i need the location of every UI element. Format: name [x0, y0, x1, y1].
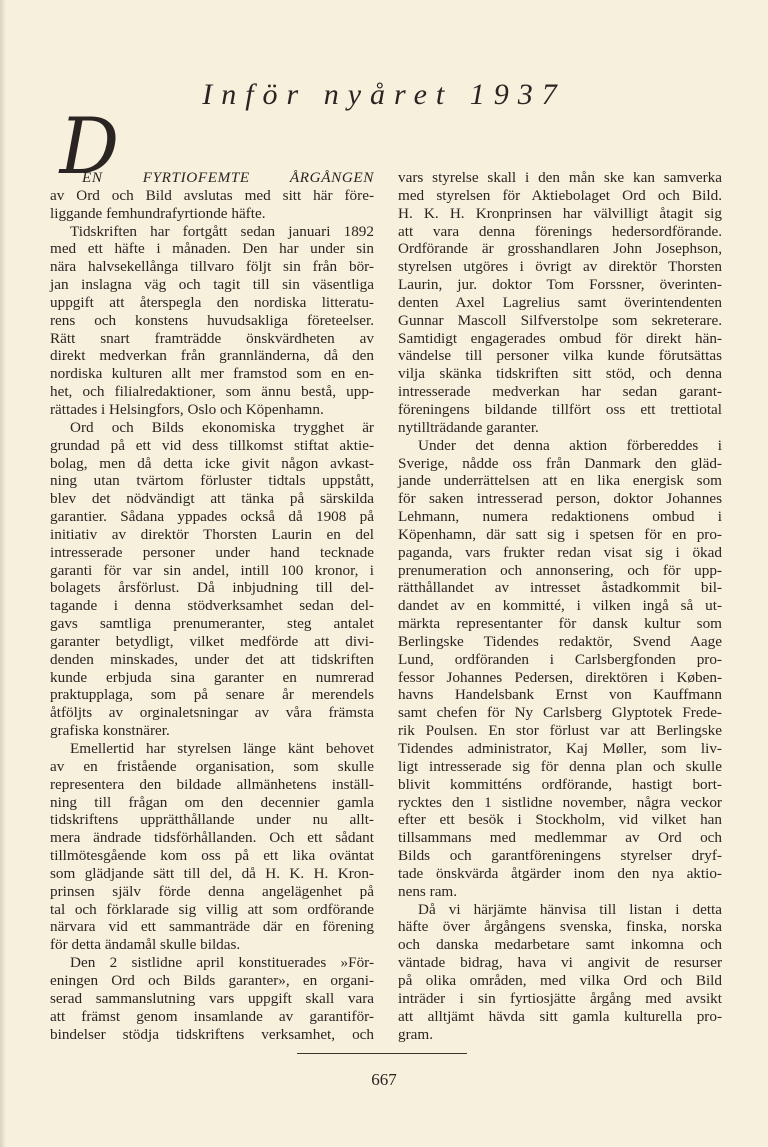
text-line: för detta ändamål skulle bildas.	[50, 936, 241, 954]
text-line: Berlingske Tidendes redaktör, Svend Aage	[398, 632, 722, 650]
text-line: vars styrelse skall i den mån ske kan samverka	[398, 169, 722, 186]
text-line: uppgift att återspegla den nordiska litteratu-	[50, 293, 374, 311]
text-line: av Ord och Bild avslutas med sitt här före-	[50, 186, 374, 204]
text-line: Samtidigt engagerades ombud för direkt hän-	[398, 329, 722, 347]
text-line: att alltjämt hävda sitt gamla kulturella pro-	[398, 1007, 722, 1025]
text-line: vändelse till personer vilka kunde förutsättas	[398, 347, 722, 365]
text-line: med ett häfte i månaden. Den har under sin	[50, 240, 374, 258]
text-line: garanter betydligt, vilket medförde att divi-	[50, 632, 374, 650]
text-line: tal och förklarade sig villig att som ordförande	[50, 900, 374, 918]
text-line: nordiska kulturen allt mer framstod som en en-	[50, 365, 374, 383]
drop-cap: D	[59, 102, 119, 192]
text-line: rycktes den 1 sistlidne november, några veckor	[398, 793, 722, 811]
text-line: nytillträdande garanter.	[398, 418, 539, 436]
text-line: dandet av en kommitté, i vilken ingå så ut-	[398, 597, 722, 615]
text-line: rättades i Helsingfors, Oslo och Köpenhamn.	[50, 400, 324, 418]
text-line: ning till frågan om den decennier gamla	[50, 793, 374, 811]
text-line: Tidskriften har fortgått sedan januari 1892	[70, 222, 374, 240]
text-line: väntade bidrag, hava vi angivit de resurser	[398, 954, 722, 972]
text-line: bolag, men då detta icke givit någon avkast-	[50, 454, 374, 472]
page-edge-shadow	[0, 0, 6, 1147]
text-line: intresserade medverkan har sedan garant-	[398, 383, 722, 401]
text-line: Den 2 sistlidne april konstituerades »För-	[70, 954, 374, 972]
text-line: ning utan tvärtom förluster tidtals uppstått,	[50, 472, 374, 490]
text-line: rik Poulsen. En stor förlust var att Berlingske	[398, 722, 722, 740]
text-line: häfte över årgångens svenska, finska, norska	[398, 918, 722, 936]
text-line: Då vi härjämte hänvisa till listan i detta	[418, 900, 722, 918]
text-line: med styrelsen för Aktiebolaget Ord och Bild.	[398, 186, 722, 204]
text-line: denden minskades, under det att tidskriften	[50, 650, 374, 668]
text-line: initiativ av direktör Thorsten Laurin en del	[50, 525, 374, 543]
text-line: representera den bildade allmänhetens inställ-	[50, 775, 374, 793]
right-column	[398, 169, 722, 1043]
text-line: ligt intresserade sig för denna plan och skulle	[398, 757, 722, 775]
text-line: gram.	[398, 1025, 434, 1043]
left-column	[50, 169, 374, 1043]
text-line: prinsen själv förde denna angelägenhet på	[50, 882, 374, 900]
text-line: Rätt snart framträdde önskvärdheten av	[50, 329, 374, 347]
text-line: närvara vid ett sammanträde där en förening	[50, 918, 374, 936]
text-line: föreningens bildande tillfört oss ett trettiotal	[398, 400, 722, 418]
text-line: rens och konstens huvudsakliga företeelser.	[50, 311, 374, 329]
text-line: samt chefen för Ny Carlsberg Glyptotek Frede-	[398, 704, 722, 722]
text-line: och danska medarbetare samt inkomna och	[398, 936, 722, 954]
text-line: blev det nödvändigt att tänka på särskilda	[50, 490, 374, 508]
text-line: efter ett besök i Stockholm, vid vilket han	[398, 811, 722, 829]
text-line: serad sammanslutning vars uppgift skall vara	[50, 989, 374, 1007]
text-line: som glädjande sätt till del, då H. K. H. Kron-	[50, 864, 374, 882]
text-line: tidskriftens upprätthållande under nu allt-	[50, 811, 374, 829]
text-line: praktupplaga, som på senare år merendels	[50, 686, 374, 704]
text-line: jande underrättelsen att en lika energisk som	[398, 472, 722, 490]
text-line: nära halvsekellånga tillvaro följt sin från bör-	[50, 258, 374, 276]
text-line: H. K. H. Kronprinsen har välvilligt åtagit sig	[398, 204, 722, 222]
text-line: tillmötesgående kom oss på ett lika oväntat	[50, 847, 374, 865]
text-line: kunde erbjuda sina garanter en numrerad	[50, 668, 374, 686]
text-line: tillsammans med medlemmar av Ord och	[398, 829, 722, 847]
text-line: på olika områden, med vilka Ord och Bild	[398, 971, 722, 989]
text-line: prenumeration och annonsering, och för upp-	[398, 561, 722, 579]
text-line: Laurin, jur. doktor Tom Forssner, överinten-	[398, 276, 722, 294]
text-line: åtföljts av orginaletsningar av våra främsta	[50, 704, 374, 722]
article-title: Inför nyåret 1937	[202, 78, 566, 111]
text-line: nens ram.	[398, 882, 458, 900]
text-line: att främst genom insamlande av garantiför-	[50, 1007, 374, 1025]
text-line: Lehmann, numera redaktionens ombud i	[398, 508, 722, 526]
text-line: Sverige, nådde oss från Danmark den gläd-	[398, 454, 722, 472]
text-line: inträder i sin fyrtiosjätte årgång med avsikt	[398, 989, 722, 1007]
text-line: eningen Ord och Bilds garanter», en organi-	[50, 971, 374, 989]
text-line: gavs samtliga prenumeranter, steg antalet	[50, 615, 374, 633]
text-line: garanti för var sin andel, intill 100 kronor, i	[50, 561, 374, 579]
text-line: blivit kommitténs ordförande, hastigt bort-	[398, 775, 722, 793]
text-line: Emellertid har styrelsen länge känt behovet	[70, 740, 374, 757]
text-line: fessor Johannes Pedersen, direktören i Køben-	[398, 668, 722, 686]
text-line: intresserade personer under hand tecknade	[50, 543, 374, 561]
text-line: jan inslagna väg och tagit till sin väsentliga	[50, 276, 374, 294]
text-line: Under det denna aktion förbereddes i	[418, 436, 722, 454]
text-line: att vara denna förenings hedersordförande.	[398, 222, 722, 240]
text-line: EN FYRTIOFEMTE ÅRGÅNGEN	[82, 169, 374, 186]
text-line: Tidendes administrator, Kaj Møller, som liv-	[398, 740, 722, 757]
text-line: tagande i denna stödverksamhet sedan del-	[50, 597, 374, 615]
footer-rule	[297, 1053, 467, 1054]
text-line: Ord och Bilds ekonomiska trygghet är	[70, 418, 374, 436]
text-line: vilja skänka tidskriften sitt stöd, och denna	[398, 365, 722, 383]
text-line: styrelsen utgöres i övrigt av direktör Thorsten	[398, 258, 722, 276]
text-line: märkta representanter för dansk kultur som	[398, 615, 722, 633]
text-line: grafiska konstnärer.	[50, 722, 170, 740]
text-line: av en fristående organisation, som skulle	[50, 757, 374, 775]
page-number: 667	[371, 1070, 397, 1089]
text-line: direkt medverkan från grannländerna, då den	[50, 347, 374, 365]
text-line: denten Axel Lagrelius samt överintendenten	[398, 293, 722, 311]
text-line: Köpenhamn, där satt sig i spetsen för en pro-	[398, 525, 722, 543]
text-line: bindelser stödja tidskriftens verksamhet, och	[50, 1025, 374, 1043]
text-line: rätthållandet av intresset åstadkommit bil-	[398, 579, 722, 597]
text-line: grundad på ett vid dess tillkomst stiftat aktie-	[50, 436, 374, 454]
text-line: Lund, ordföranden i Carlsbergfonden pro-	[398, 650, 722, 668]
text-line: het, och filialredaktioner, som ännu bestå, upp-	[50, 383, 374, 401]
text-line: Ordförande är grosshandlaren John Josephson,	[398, 240, 722, 258]
text-line: paganda, vars frukter redan visat sig i ökad	[398, 543, 722, 561]
text-line: liggande femhundrafyrtionde häfte.	[50, 204, 266, 222]
text-line: havns Handelsbank Ernst von Kauffmann	[398, 686, 722, 704]
text-line: tade önskvärda åtgärder inom den nya aktio-	[398, 864, 722, 882]
text-line: mera ändrade tidsförhållanden. Och ett sådant	[50, 829, 374, 847]
text-line: Bilds och garantföreningens styrelser dryf-	[398, 847, 722, 865]
text-line: bolagets årsförlust. Då inbjudning till del-	[50, 579, 374, 597]
text-line: för saken intresserad person, doktor Johannes	[398, 490, 722, 508]
text-line: garantier. Sådana yppades också då 1908 på	[50, 508, 374, 526]
text-line: Gunnar Mascoll Silfverstolpe som sekreterare.	[398, 311, 722, 329]
